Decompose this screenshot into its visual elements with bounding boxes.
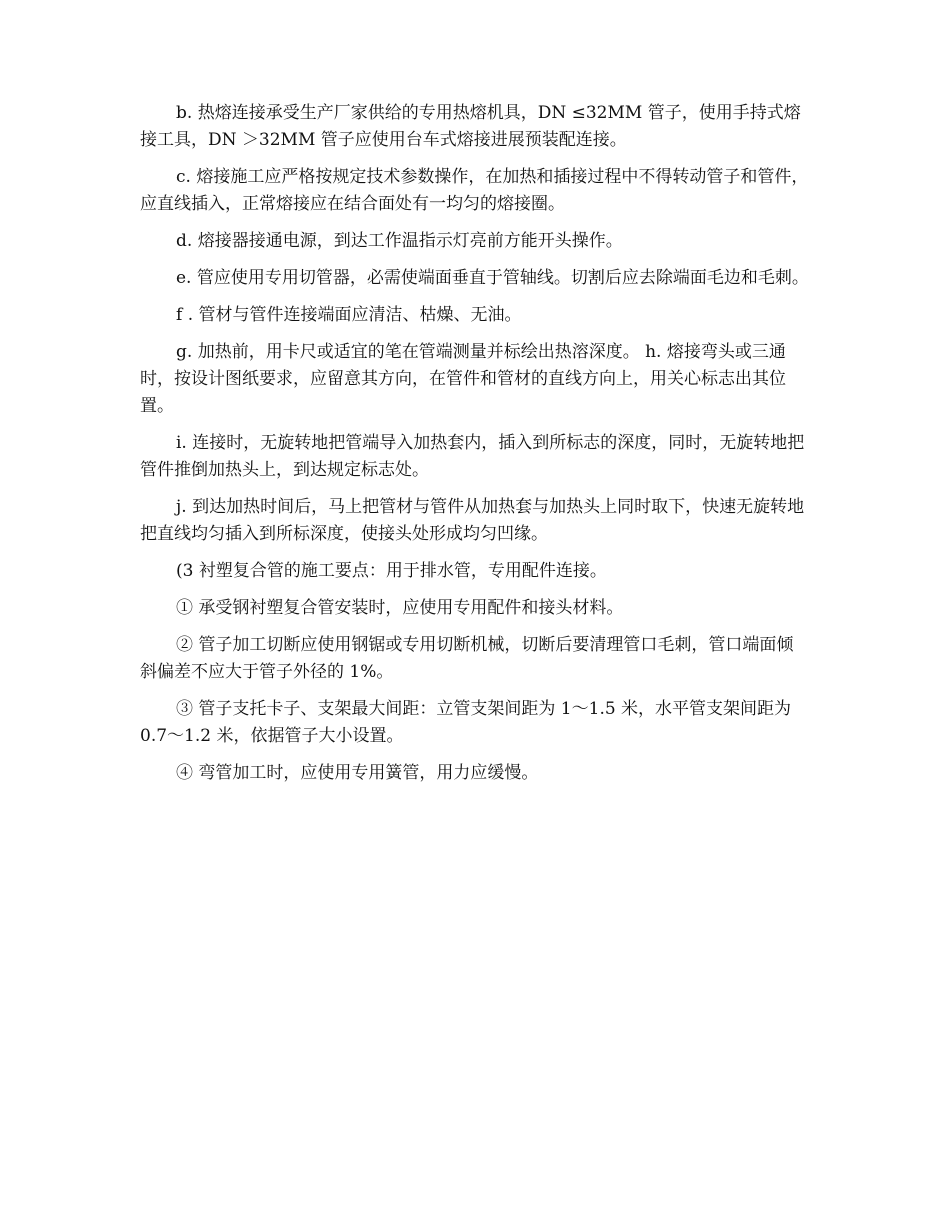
- paragraph-d-power-on: d. 熔接器接通电源，到达工作温指示灯亮前方能开头操作。: [176, 231, 623, 251]
- paragraph-g-h-marking: g. 加热前，用卡尺或适宜的笔在管端测量并标绘出热溶深度。 h. 熔接弯头或三通时，按设计图纸要求，应留意其方向，在管件和管材的直线方向上，用关心标志出其位置。: [140, 342, 786, 416]
- paragraph-1-special-fittings: ① 承受钢衬塑复合管安装时，应使用专用配件和接头材料。: [176, 598, 624, 618]
- paragraph-4-bending: ④ 弯管加工时，应使用专用簧管，用力应缓慢。: [176, 763, 539, 783]
- document-body: [140, 100, 810, 787]
- paragraph-3-lined-pipe-heading: (3 衬塑复合管的施工要点：用于排水管，专用配件连接。: [176, 561, 607, 581]
- paragraph-i-connecting: i. 连接时，无旋转地把管端导入加热套内，插入到所标志的深度，同时，无旋转地把管件推倒加热头上，到达规定标志处。: [140, 433, 805, 480]
- paragraph-c-welding-parameters: c. 熔接施工应严格按规定技术参数操作，在加热和插接过程中不得转动管子和管件，应直线插入，正常熔接应在结合面处有一均匀的熔接圈。: [140, 167, 809, 214]
- paragraph-b-hot-melt-tools: b. 热熔连接承受生产厂家供给的专用热熔机具，DN ≤32MM 管子，使用手持式熔接工具，DN ＞32MM 管子应使用台车式熔接进展预装配连接。: [140, 103, 801, 150]
- paragraph-f-clean-ends: f . 管材与管件连接端面应清洁、枯燥、无油。: [176, 305, 522, 325]
- paragraph-3-support-spacing: ③ 管子支托卡子、支架最大间距：立管支架间距为 1～1.5 米，水平管支架间距为 0.7～1.2 米，依据管子大小设置。: [140, 699, 792, 746]
- paragraph-2-cutting-requirements: ② 管子加工切断应使用钢锯或专用切断机械，切断后要清理管口毛刺，管口端面倾斜偏差不应大于管子外径的 1%。: [140, 635, 794, 682]
- paragraph-e-pipe-cutting: e. 管应使用专用切管器，必需使端面垂直于管轴线。切割后应去除端面毛边和毛刺。: [176, 268, 809, 288]
- paragraph-j-insertion: j. 到达加热时间后，马上把管材与管件从加热套与加热头上同时取下，快速无旋转地把直线均匀插入到所标深度，使接头处形成均匀凹缘。: [140, 497, 805, 544]
